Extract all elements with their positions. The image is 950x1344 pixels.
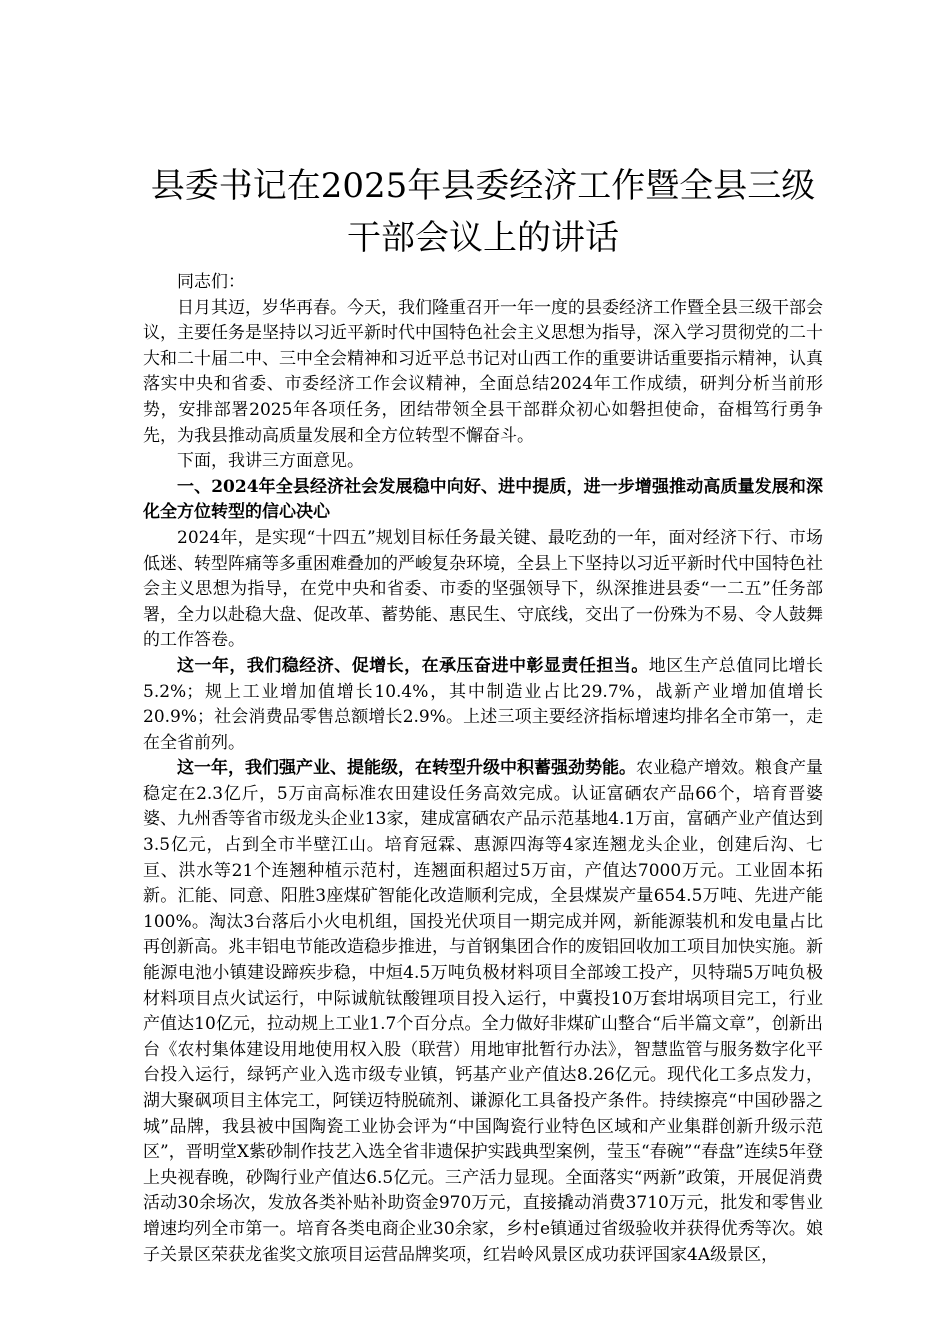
- paragraph-growth-body: 地区生产总值同比增长5.2%；规上工业增加值增长10.4%，其中制造业占比29.7%，战新产业增加值增长20.9%；社会消费品零售总额增长2.9%。上述三项主要经济指标增速均排名全市第一，走在全省前列。: [143, 655, 823, 753]
- document-page: [143, 160, 823, 1268]
- section-heading-1: 一、2024年全县经济社会发展稳中向好、进中提质，进一步增强推动高质量发展和深化全方位转型的信心决心: [143, 476, 823, 523]
- outline-paragraph: 下面，我讲三方面意见。: [177, 451, 364, 472]
- paragraph-growth-lead: 这一年，我们稳经济、促增长，在承压奋进中彰显责任担当。: [177, 655, 649, 676]
- paragraph-industry: [143, 756, 823, 1268]
- paragraph-growth: [143, 654, 823, 756]
- salutation: 同志们：: [177, 272, 245, 292]
- paragraph-industry-lead: 这一年，我们强产业、提能级，在转型升级中积蓄强劲势能。: [177, 758, 636, 779]
- title-line-2: 干部会议上的讲话: [347, 218, 619, 258]
- document-title: [143, 160, 823, 264]
- intro-paragraph: 日月其迈，岁华再春。今天，我们隆重召开一年一度的县委经济工作暨全县三级干部会议，主要任务是坚持以习近平新时代中国特色社会主义思想为指导，深入学习贯彻党的二十大和二十届二中、三中全会精神和习近平总书记对山西工作的重要讲话重要指示精神，认真落实中央和省委、市委经济工作会议精神，全面总结2024年工作成绩，研判分析当前形势，安排部署2025年各项任务，团结带领全县干部群众初心如磐担使命，奋楫笃行勇争先，为我县推动高质量发展和全方位转型不懈奋斗。: [143, 297, 823, 446]
- paragraph-2024-summary: 2024年，是实现“十四五”规划目标任务最关键、最吃劲的一年，面对经济下行、市场低迷、转型阵痛等多重困难叠加的严峻复杂环境，全县上下坚持以习近平新时代中国特色社会主义思想为指导，在党中央和省委、市委的坚强领导下，纵深推进县委“一二五”任务部署，全力以赴稳大盘、促改革、蓄势能、惠民生、守底线，交出了一份殊为不易、令人鼓舞的工作答卷。: [143, 527, 823, 651]
- document-body: [143, 270, 823, 1268]
- title-line-1: 县委书记在2025年县委经济工作暨全县三级: [150, 166, 816, 206]
- paragraph-industry-body: 农业稳产增效。粮食产量稳定在2.3亿斤，5万亩高标准农田建设任务高效完成。认证富硒农产品66个，培育晋婆婆、九州香等省市级龙头企业13家，建成富硒农产品示范基地4.1万亩，富硒产业产值达到3.5亿元，占到全市半壁江山。培育冠霖、惠源四海等4家连翘龙头企业，创建后沟、七亘、洪水等21个连翘种植示范村，连翘面积超过5万亩，产值达7000万元。工业固本拓新。汇能、同意、阳胜3座煤矿智能化改造顺利完成，全县煤炭产量654.5万吨、先进产能100%。淘汰3台落后小火电机组，国投光伏项目一期完成并网，新能源装机和发电量占比再创新高。兆丰铝电节能改造稳步推进，与首钢集团合作的废铝回收加工项目加快实施。新能源电池小镇建设蹄疾步稳，中烜4.5万吨负极材料项目全部竣工投产，贝特瑞5万吨负极材料项目点火试运行，中际诚航钛酸锂项目投入运行，中冀投10万套坩埚项目完工，行业产值达10亿元，拉动规上工业1.7个百分点。全力做好非煤矿山整合“后半篇文章”，创新出台《农村集体建设用地使用权入股（联营）用地审批暂行办法》，智慧监管与服务数字化平台投入运行，绿钙产业入选市级专业镇，钙基产业产值达8.26亿元。现代化工多点发力，湖大聚砜项目主体完工，阿镁迈特脱硫剂、谦源化工具备投产条件。持续擦亮“中国砂器之城”品牌，我县被中国陶瓷工业协会评为“中国陶瓷行业特色区域和产业集群创新升级示范区”，晋明堂X紫砂制作技艺入选全省非遗保护实践典型案例，莹玉“春碗”“春盘”连续5年登上央视春晚，砂陶行业产值达6.5亿元。三产活力显现。全面落实“两新”政策，开展促消费活动30余场次，发放各类补贴补助资金970万元，直接撬动消费3710万元，批发和零售业增速均列全市第一。培育各类电商企业30余家，乡村e镇通过省级验收并获得优秀等次。娘子关景区荣获龙雀奖文旅项目运营品牌奖项，红岩岭风景区成功获评国家4A级景区，: [143, 758, 823, 1265]
